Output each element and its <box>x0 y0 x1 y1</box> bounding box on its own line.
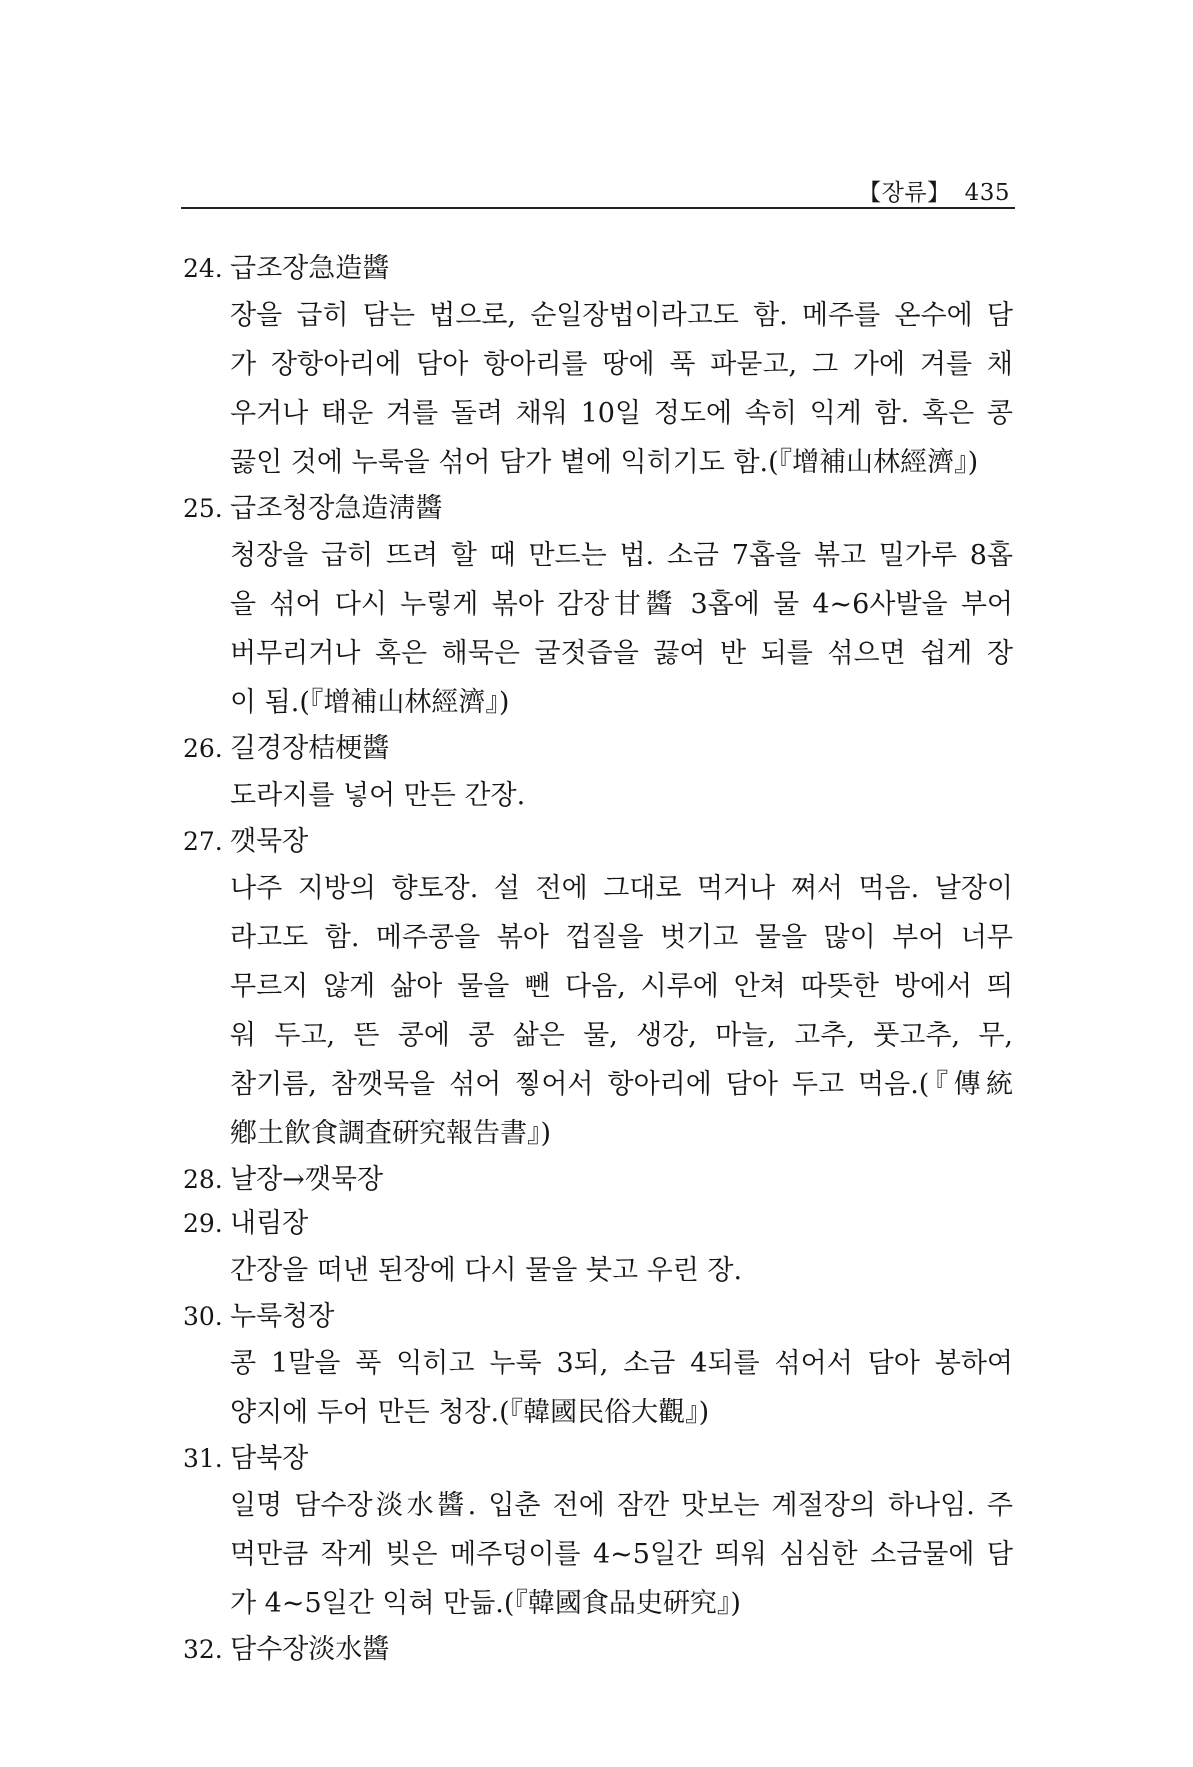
entry <box>183 727 1013 820</box>
entry-title <box>183 487 1013 531</box>
running-head <box>858 174 1010 207</box>
running-head-section: 【장류】 <box>858 180 951 206</box>
definition-line: 도라지를 넣어 만든 간장. <box>230 780 526 811</box>
definition-line: 라고도 함. 메주콩을 볶아 껍질을 벗기고 물을 많이 부어 너무 <box>230 922 1013 953</box>
entry-definition <box>230 1481 1013 1628</box>
definition-line: 우거나 태운 겨를 돌려 채워 10일 정도에 속히 익게 함. 혹은 콩 <box>230 398 1013 429</box>
definition-line: 을 섞어 다시 누렇게 볶아 감장甘醬 3홉에 물 4~6사발을 부어 <box>230 589 1013 620</box>
definition-line: 버무리거나 혹은 해묵은 굴젓즙을 끓여 반 되를 섞으면 쉽게 장 <box>230 638 1013 669</box>
definition-line: 양지에 두어 만든 청장.(『韓國民俗大觀』) <box>230 1397 710 1428</box>
entry-title <box>183 247 1013 291</box>
entry-definition <box>230 291 1013 487</box>
definition-line: 참기름, 참깻묵을 섞어 찧어서 항아리에 담아 두고 먹음.(『傳統 <box>230 1069 1013 1100</box>
entry-title <box>183 1202 1013 1246</box>
entry-headword: 급조청장急造淸醬 <box>230 493 443 524</box>
entry-number: 28. <box>183 1165 223 1194</box>
entry-definition <box>230 1246 1013 1295</box>
definition-line: 콩 1말을 푹 익히고 누룩 3되, 소금 4되를 섞어서 담아 봉하여 <box>230 1348 1013 1379</box>
definition-line: 이 됨.(『增補山林經濟』) <box>230 687 510 718</box>
entry-headword: 길경장桔梗醬 <box>230 733 390 764</box>
definition-line: 먹만큼 작게 빚은 메주덩이를 4~5일간 띄워 심심한 소금물에 담 <box>230 1539 1013 1570</box>
entry-headword: 깻묵장 <box>230 826 309 857</box>
definition-line: 가 4~5일간 익혀 만듦.(『韓國食品史硏究』) <box>230 1588 741 1619</box>
entry-definition <box>230 531 1013 727</box>
entry-headword: 담북장 <box>230 1443 309 1474</box>
entry <box>183 1158 1013 1202</box>
entry-title <box>183 1158 1013 1202</box>
entry-number: 30. <box>183 1302 223 1331</box>
definition-line: 무르지 않게 삶아 물을 뺀 다음, 시루에 안쳐 따뜻한 방에서 띄 <box>230 971 1013 1002</box>
entry <box>183 1437 1013 1628</box>
entry-headword: 급조장急造醬 <box>230 253 390 284</box>
definition-line: 워 두고, 뜬 콩에 콩 삶은 물, 생강, 마늘, 고추, 풋고추, 무, <box>230 1020 1013 1051</box>
entry-headword: 내림장 <box>230 1208 309 1239</box>
entry-list <box>183 247 1013 1672</box>
page-number: 435 <box>964 180 1010 206</box>
entry-number: 26. <box>183 734 223 763</box>
entry <box>183 1628 1013 1672</box>
entry <box>183 1202 1013 1295</box>
entry-definition <box>230 1339 1013 1437</box>
definition-line: 장을 급히 담는 법으로, 순일장법이라고도 함. 메주를 온수에 담 <box>230 300 1013 331</box>
entry-definition <box>230 864 1013 1158</box>
entry <box>183 820 1013 1158</box>
header-rule <box>181 207 1015 209</box>
entry-number: 31. <box>183 1444 223 1473</box>
entry-headword: 누룩청장 <box>230 1301 335 1332</box>
entry-title <box>183 1628 1013 1672</box>
entry-number: 25. <box>183 494 223 523</box>
entry <box>183 247 1013 487</box>
entry-title <box>183 820 1013 864</box>
entry-number: 27. <box>183 827 223 856</box>
definition-line: 청장을 급히 뜨려 할 때 만드는 법. 소금 7홉을 볶고 밀가루 8홉 <box>230 540 1013 571</box>
entry-headword: 날장→깻묵장 <box>230 1164 384 1195</box>
entry-title <box>183 1437 1013 1481</box>
entry-headword: 담수장淡水醬 <box>230 1634 390 1665</box>
definition-line: 간장을 떠낸 된장에 다시 물을 붓고 우린 장. <box>230 1255 743 1286</box>
definition-line: 가 장항아리에 담아 항아리를 땅에 푹 파묻고, 그 가에 겨를 채 <box>230 349 1013 380</box>
definition-line: 일명 담수장淡水醬. 입춘 전에 잠깐 맛보는 계절장의 하나임. 주 <box>230 1490 1013 1521</box>
definition-line: 鄕土飮食調査硏究報告書』) <box>230 1118 552 1149</box>
entry-title <box>183 1295 1013 1339</box>
definition-line: 끓인 것에 누룩을 섞어 담가 볕에 익히기도 함.(『增補山林經濟』) <box>230 447 979 478</box>
entry-number: 24. <box>183 254 223 283</box>
entry <box>183 1295 1013 1437</box>
entry-number: 29. <box>183 1209 223 1238</box>
definition-line: 나주 지방의 향토장. 설 전에 그대로 먹거나 쪄서 먹음. 날장이 <box>230 873 1013 904</box>
entry-title <box>183 727 1013 771</box>
entry-number: 32. <box>183 1635 223 1664</box>
entry <box>183 487 1013 727</box>
entry-definition <box>230 771 1013 820</box>
